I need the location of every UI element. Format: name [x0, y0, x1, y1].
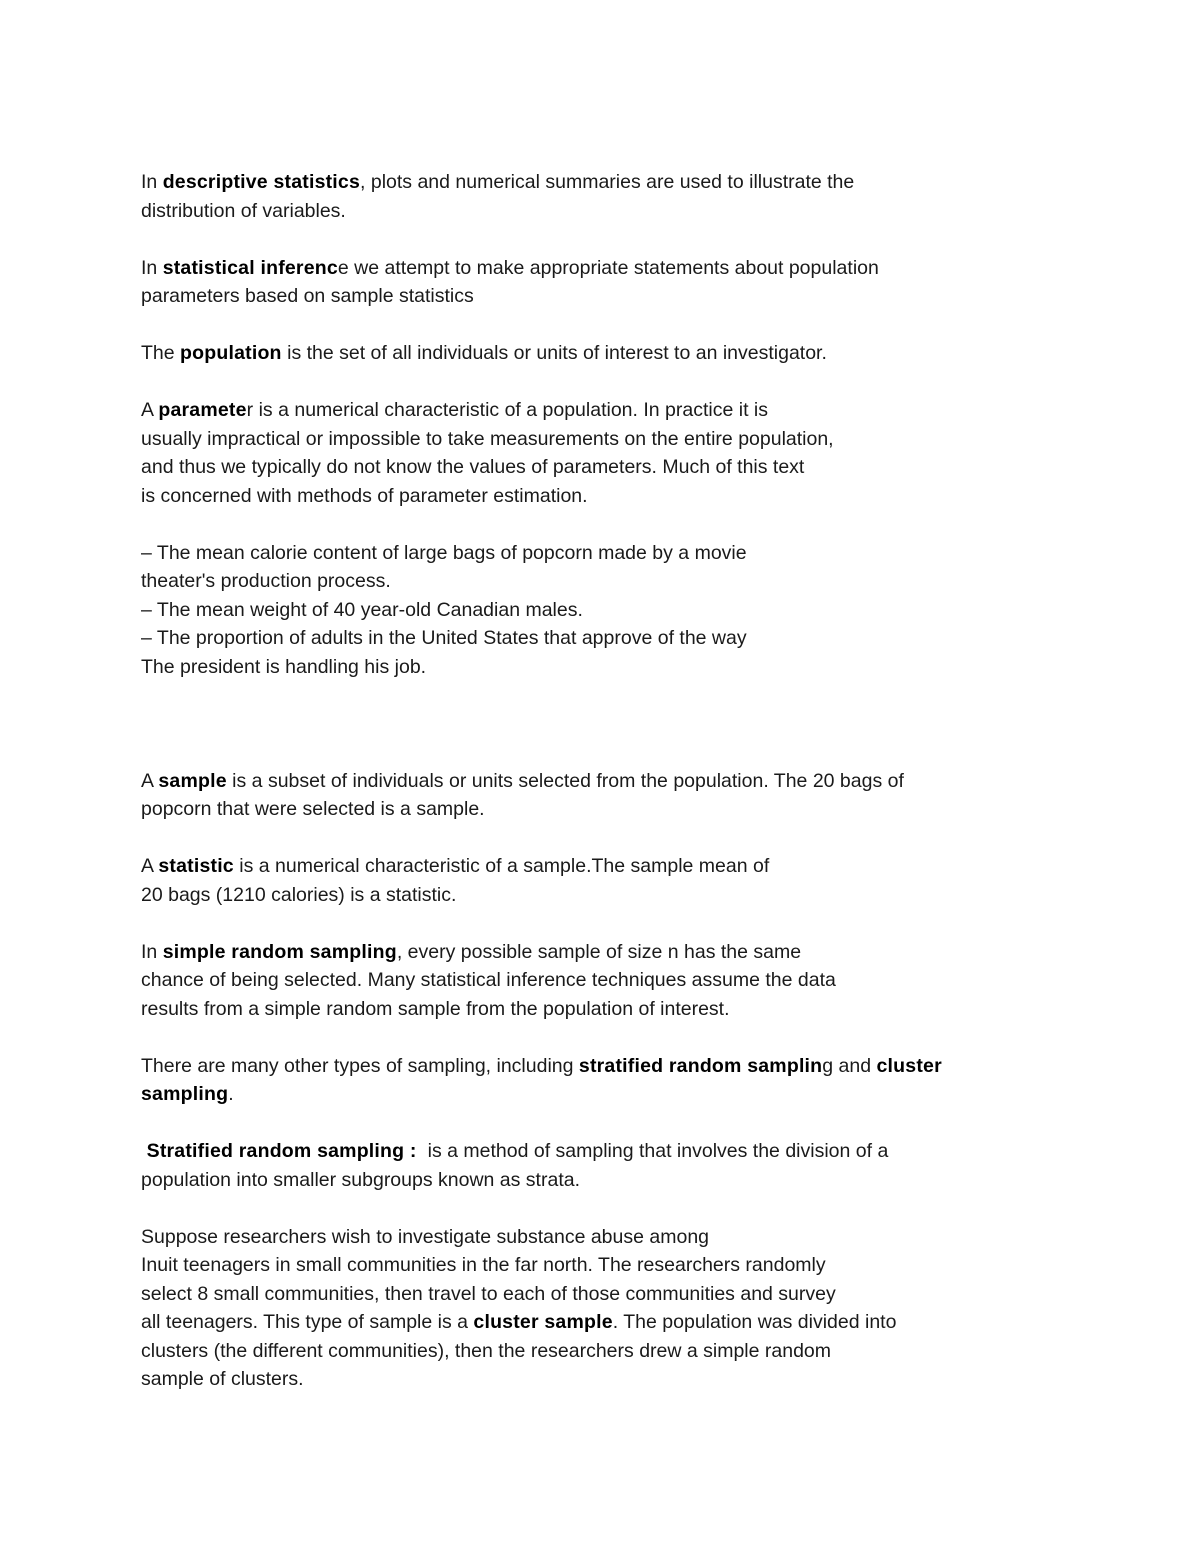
term-sampling: sampling — [141, 1083, 229, 1105]
list-item: – The mean calorie content of large bags of popcorn made by a movie — [141, 541, 747, 564]
paragraph-other-sampling-types: There are many other types of sampling, including stratified random sampling and cluster sampling. — [141, 1054, 942, 1105]
paragraph-descriptive-statistics: In descriptive statistics, plots and numerical summaries are used to illustrate the distribution of variables. — [141, 171, 855, 222]
term-population: population — [180, 342, 282, 364]
paragraph-statistical-inference: In statistical inference we attempt to make appropriate statements about population parameters based on sample statistics — [141, 256, 879, 307]
term-statistical-inference: statistical inferenc — [162, 256, 338, 279]
list-item: – The proportion of adults in the United States that approve of the way — [141, 627, 747, 649]
paragraph-stratified-definition: Stratified random sampling : is a method of sampling that involves the division of a population into smaller subgroups known as strata. — [141, 1140, 889, 1191]
term-statistic: statistic — [158, 855, 234, 877]
paragraph-sample: A sample is a subset of individuals or units selected from the population. The 20 bags of popcorn that were selected is a sample. — [141, 769, 904, 820]
parameter-examples-list: – The mean calorie content of large bags of popcorn made by a movie theater's production process. – The mean weight of 40 year-old Canadian males. – The proportion of adults in the United States that approve of the way The president is handling his job. — [141, 539, 1041, 682]
list-item: – The mean weight of 40 year-old Canadian males. — [141, 598, 583, 621]
term-simple-random-sampling: simple random sampling — [162, 940, 397, 963]
term-cluster-sample: cluster sample — [473, 1311, 613, 1333]
paragraph-statistic: A statistic is a numerical characteristic of a sample.The sample mean of 20 bags (1210 calories) is a statistic. — [141, 855, 770, 906]
term-parameter: paramete — [158, 399, 247, 421]
paragraph-population: The population is the set of all individuals or units of interest to an investigator. — [141, 342, 827, 364]
term-descriptive-statistics: descriptive statistics — [162, 171, 361, 193]
term-stratified-random-sampling-heading: Stratified random sampling : — [141, 1140, 423, 1162]
document-body — [141, 168, 1041, 1394]
term-cluster: cluster — [876, 1054, 942, 1077]
term-sample: sample — [158, 769, 227, 792]
term-stratified-random-sampling: stratified random samplin — [578, 1054, 823, 1077]
paragraph-cluster-example: Suppose researchers wish to investigate substance abuse among Inuit teenagers in small communities in the far north. The researchers randomly select 8 small communities, then travel to each of those communities and survey all teenagers. This type of sample is a cluster sample. The population was divided into clusters (the different communities), then the researchers drew a simple random sample of clusters. — [141, 1225, 897, 1390]
paragraph-simple-random-sampling: In simple random sampling, every possible sample of size n has the same chance of being selected. Many statistical inference techniques assume the data results from a simple random sample from the population of interest. — [141, 940, 836, 1020]
paragraph-parameter: A parameter is a numerical characteristic of a population. In practice it is usually impractical or impossible to take measurements on the entire population, and thus we typically do not know the values of parameters. Much of this text is concerned with methods of parameter estimation. — [141, 399, 834, 507]
